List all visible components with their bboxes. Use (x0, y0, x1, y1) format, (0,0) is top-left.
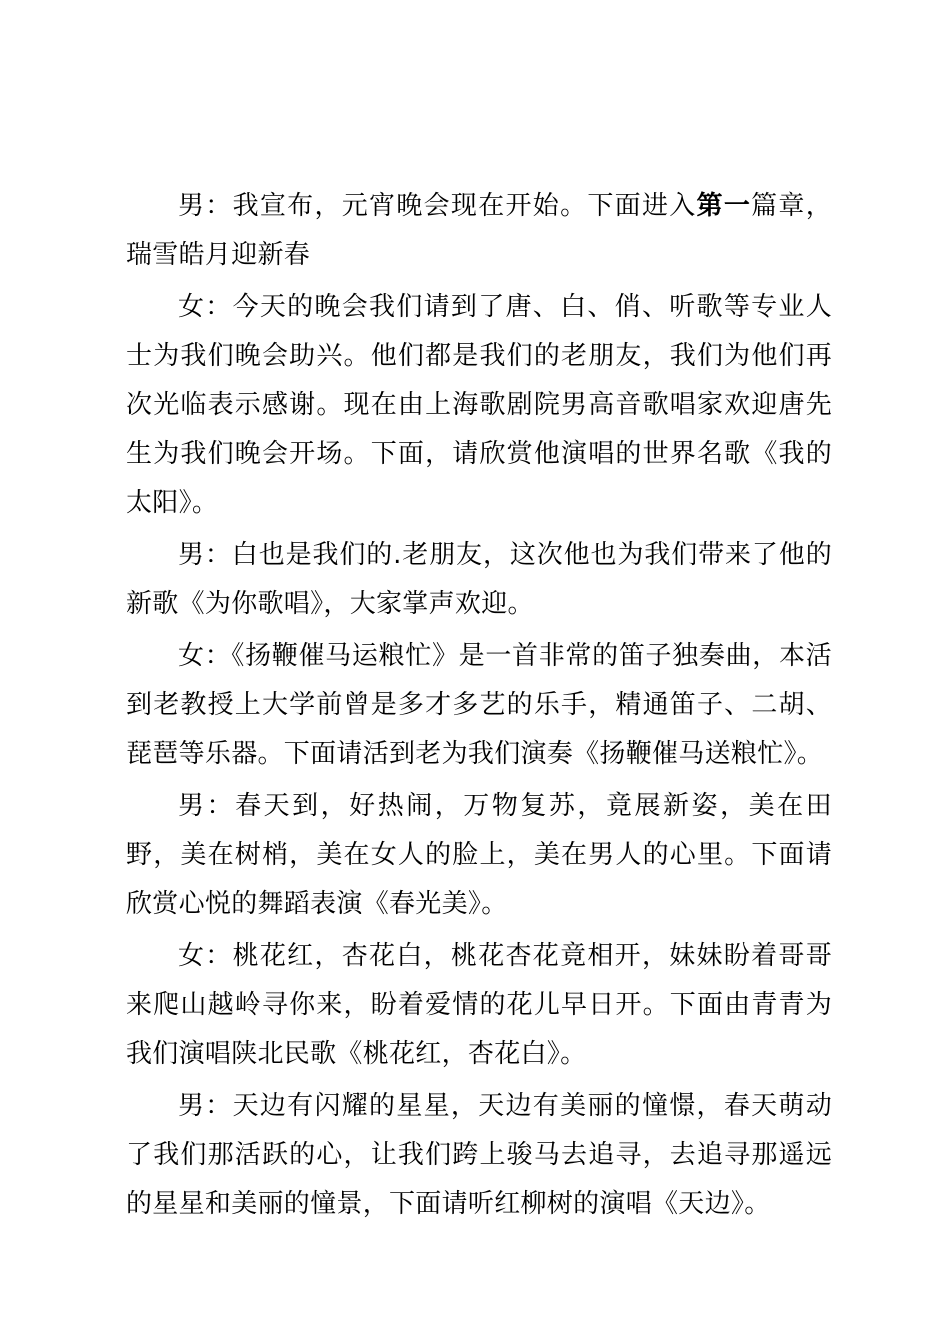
paragraph (126, 283, 832, 528)
paragraph (126, 1082, 832, 1229)
speaker-label: 男： (178, 791, 236, 821)
speaker-label: 女： (178, 292, 233, 322)
paragraph-text: 篇章，瑞雪皓月迎新春 (126, 191, 833, 270)
paragraph (126, 531, 832, 629)
paragraph-opening (126, 182, 832, 280)
speaker-label: 男： (178, 540, 232, 570)
paragraph-text: 我宣布，元宵晚会现在开始。下面进入 (232, 191, 697, 221)
paragraph (126, 632, 832, 779)
paragraph (126, 932, 832, 1079)
paragraph-text: 今天的晚会我们请到了唐、白、俏、听歌等专业人士为我们晚会助兴。他们都是我们的老朋友，我们为他们再次光临表示感谢。现在由上海歌剧院男高音歌唱家欢迎唐先生为我们晚会开场。下面，请欣赏他演唱的世界名歌《我的太阳》。 (126, 292, 832, 518)
paragraph-text: 春天到，好热闹，万物复苏，竟展新姿，美在田野，美在树梢，美在女人的脸上，美在男人的心里。下面请欣赏心悦的舞蹈表演《春光美》。 (126, 791, 832, 919)
emphasis-text: 第一 (696, 191, 752, 221)
speaker-label: 女： (178, 941, 233, 971)
speaker-label: 女： (178, 641, 232, 671)
paragraph (126, 782, 832, 929)
paragraph-text: 《扬鞭催马运粮忙》是一首非常的笛子独奏曲，本活到老教授上大学前曾是多才多艺的乐手，精通笛子、二胡、琵琶等乐器。下面请活到老为我们演奏《扬鞭催马送粮忙》。 (126, 641, 832, 769)
document-body (126, 182, 832, 1232)
paragraph-text: 桃花红，杏花白，桃花杏花竟相开，妹妹盼着哥哥来爬山越岭寻你来，盼着爱情的花儿早日开。下面由青青为我们演唱陕北民歌《桃花红，杏花白》。 (126, 941, 832, 1069)
paragraph-text: 白也是我们的.老朋友，这次他也为我们带来了他的新歌《为你歌唱》，大家掌声欢迎。 (126, 540, 832, 619)
speaker-label: 男： (178, 191, 233, 221)
speaker-label: 男： (178, 1091, 233, 1121)
paragraph-text: 天边有闪耀的星星，天边有美丽的憧憬，春天萌动了我们那活跃的心，让我们跨上骏马去追寻，去追寻那遥远的星星和美丽的憧景，下面请听红柳树的演唱《天边》。 (126, 1091, 832, 1219)
